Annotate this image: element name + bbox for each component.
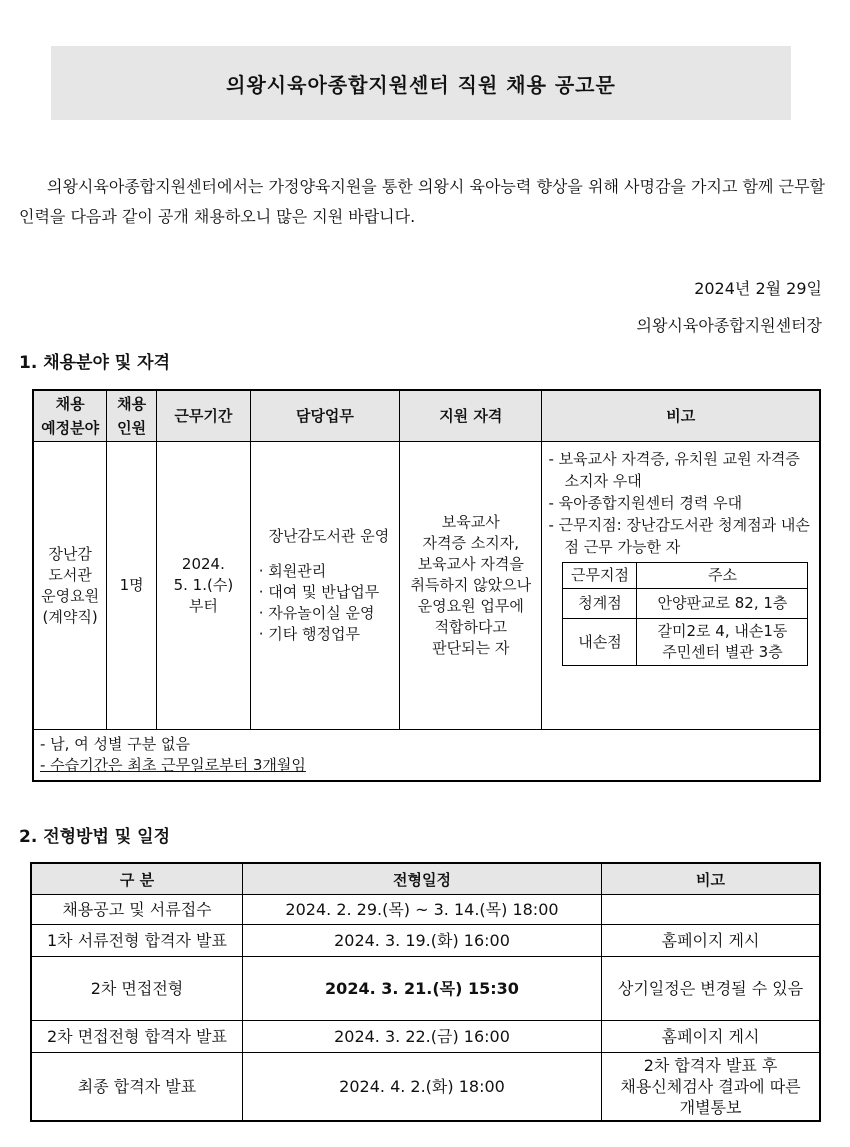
title-text: 의왕시육아종합지원센터 직원 채용 공고문 xyxy=(226,72,616,97)
table-row: 채용공고 및 서류접수 2024. 2. 29.(목) ~ 3. 14.(목) 18:00 xyxy=(31,895,820,925)
note-cell xyxy=(542,442,820,730)
branch-name: 내손점 xyxy=(563,619,637,666)
header-period: 근무기간 xyxy=(157,390,251,442)
table-row: 2차 면접전형 합격자 발표 2024. 3. 22.(금) 16:00 홈페이지 게시 xyxy=(31,1021,820,1053)
header-qual: 지원 자격 xyxy=(400,390,542,442)
note-item: - 육아종합지원센터 경력 우대 xyxy=(548,494,743,512)
count-cell: 1명 xyxy=(107,442,157,730)
issuer: 의왕시육아종합지원센터장 xyxy=(636,316,822,335)
recruitment-table xyxy=(32,389,821,782)
note-item: - 보육교사 자격증, 유치원 교원 자격증 소지자 우대 xyxy=(548,450,800,490)
table-row: 최종 합격자 발표 2024. 4. 2.(화) 18:00 2차 합격자 발표 후 채용신체검사 결과에 따른 개별통보 xyxy=(31,1053,820,1121)
page-title xyxy=(51,46,791,120)
branch-address: 안양판교로 82, 1층 xyxy=(637,589,808,619)
footnote-row xyxy=(33,730,820,782)
intro-paragraph: 의왕시육아종합지원센터에서는 가정양육지원을 통한 의왕시 육아능력 향상을 위해 사명감을 가지고 함께 근무할 인력을 다음과 같이 공개 채용하오니 많은 지원 바랍니다. xyxy=(19,177,825,226)
announcement-date: 2024년 2월 29일 xyxy=(694,279,822,298)
header-count: 채용 인원 xyxy=(107,390,157,442)
header-field: 채용 예정분야 xyxy=(33,390,107,442)
branch-address: 갈미2로 4, 내손1동 주민센터 별관 3층 xyxy=(637,619,808,666)
section-1-heading: 1. 채용분야 및 자격 xyxy=(19,353,170,373)
header-note: 비고 xyxy=(542,390,820,442)
footnote: - 남, 여 성별 구분 없음 xyxy=(40,735,190,753)
period-cell: 2024. 5. 1.(수) 부터 xyxy=(157,442,251,730)
branch-header: 근무지점 xyxy=(563,563,637,589)
duty-cell: 장난감도서관 운영 · 회원관리 · 대여 및 반납업무 · 자유놀이실 운영 · 기타 행정업무 xyxy=(250,442,399,730)
field-cell: 장난감 도서관 운영요원 (계약직) xyxy=(33,442,107,730)
table-header-row xyxy=(31,863,820,895)
branch-table xyxy=(562,562,808,666)
footnote-cell xyxy=(33,730,820,782)
note-item: - 근무지점: 장난감도서관 청계점과 내손점 근무 가능한 자 xyxy=(548,516,810,556)
table-row: 1차 서류전형 합격자 발표 2024. 3. 19.(화) 16:00 홈페이지 게시 xyxy=(31,925,820,957)
table-header-row xyxy=(33,390,820,442)
table-row: 2차 면접전형 2024. 3. 21.(목) 15:30 상기일정은 변경될 수 있음 xyxy=(31,957,820,1021)
address-header: 주소 xyxy=(637,563,808,589)
header-note: 비고 xyxy=(602,863,820,895)
branch-name: 청계점 xyxy=(563,589,637,619)
qualification-cell: 보육교사 자격증 소지자, 보육교사 자격을 취득하지 않았으나 운영요원 업무에 적합하다고 판단되는 자 xyxy=(400,442,542,730)
footnote: - 수습기간은 최초 근무일로부터 3개월임 xyxy=(40,756,306,774)
section-2-heading: 2. 전형방법 및 일정 xyxy=(19,827,170,847)
schedule-table xyxy=(30,862,821,1122)
table-row xyxy=(33,442,820,730)
header-duty: 담당업무 xyxy=(250,390,399,442)
header-schedule: 전형일정 xyxy=(242,863,601,895)
header-category: 구 분 xyxy=(31,863,242,895)
